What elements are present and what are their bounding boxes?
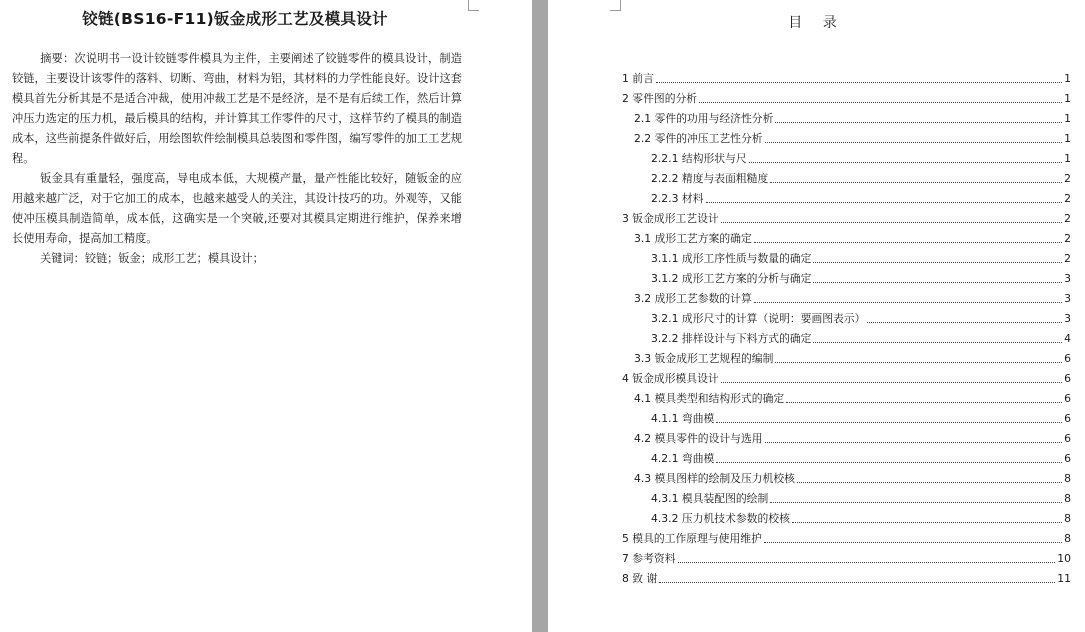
toc-entry-label: 4.2 模具零件的设计与选用 xyxy=(634,432,763,445)
toc-entry-label: 3.1.2 成形工艺方案的分析与确定 xyxy=(651,272,812,285)
toc-dot-leader xyxy=(765,442,1063,443)
toc-entry[interactable] xyxy=(622,70,1071,86)
toc-entry[interactable] xyxy=(651,450,1071,466)
toc-dot-leader xyxy=(749,162,1062,163)
toc-entry-label: 3 钣金成形工艺设计 xyxy=(622,212,719,225)
toc-page-number: 1 xyxy=(1064,152,1071,165)
toc-entry[interactable] xyxy=(651,150,1071,166)
toc-entry[interactable] xyxy=(622,370,1071,386)
toc-entry[interactable] xyxy=(622,550,1071,566)
toc-dot-leader xyxy=(706,202,1063,203)
toc-entry[interactable] xyxy=(651,190,1071,206)
body-paragraph xyxy=(12,169,462,249)
toc-page-number: 8 xyxy=(1064,472,1071,485)
toc-entry-label: 2.2 零件的冲压工艺性分析 xyxy=(634,132,763,145)
toc-entry[interactable] xyxy=(651,170,1071,186)
toc-dot-leader xyxy=(659,582,1055,583)
toc-dot-leader xyxy=(786,402,1062,403)
toc-dot-leader xyxy=(716,422,1062,423)
toc-page-number: 6 xyxy=(1064,452,1071,465)
toc-entry[interactable] xyxy=(651,250,1071,266)
toc-dot-leader xyxy=(867,322,1062,323)
toc-page-number: 3 xyxy=(1064,312,1071,325)
toc-entry-label: 4.2.1 弯曲模 xyxy=(651,452,715,465)
document-title: 铰链(BS16-F11)钣金成形工艺及模具设计 xyxy=(82,10,388,28)
toc-page-number: 2 xyxy=(1064,232,1071,245)
toc-page-number: 1 xyxy=(1064,132,1071,145)
toc-entry[interactable] xyxy=(634,230,1071,246)
toc-entry[interactable] xyxy=(634,350,1071,366)
document-page-right xyxy=(548,0,1085,632)
toc-page-number: 2 xyxy=(1064,252,1071,265)
toc-page-number: 1 xyxy=(1064,72,1071,85)
toc-dot-leader xyxy=(721,382,1062,383)
toc-entry-label: 4.1.1 弯曲模 xyxy=(651,412,715,425)
toc-dot-leader xyxy=(813,282,1062,283)
toc-dot-leader xyxy=(813,342,1062,343)
toc-page-number: 10 xyxy=(1057,552,1071,565)
toc-dot-leader xyxy=(775,122,1062,123)
toc-entry-label: 2.2.3 材料 xyxy=(651,192,704,205)
toc-entry-label: 4.1 模具类型和结构形式的确定 xyxy=(634,392,785,405)
toc-entry[interactable] xyxy=(651,330,1071,346)
toc-entry[interactable] xyxy=(634,130,1071,146)
toc-page-number: 3 xyxy=(1064,292,1071,305)
toc-entry-label: 3.2.1 成形尺寸的计算（说明：要画图表示） xyxy=(651,312,866,325)
toc-entry-label: 4.3.1 模具装配图的绘制 xyxy=(651,492,769,505)
toc-page-number: 1 xyxy=(1064,112,1071,125)
toc-entry-label: 4.3 模具图样的绘制及压力机校核 xyxy=(634,472,795,485)
toc-entry-label: 3.2 成形工艺参数的计算 xyxy=(634,292,752,305)
toc-entry-label: 2.1 零件的功用与经济性分析 xyxy=(634,112,774,125)
toc-entry[interactable] xyxy=(634,430,1071,446)
toc-title: 目 录 xyxy=(788,15,845,31)
toc-entry-label: 7 参考资料 xyxy=(622,552,676,565)
toc-entry[interactable] xyxy=(634,290,1071,306)
toc-entry[interactable] xyxy=(622,90,1071,106)
toc-dot-leader xyxy=(813,262,1062,263)
toc-page-number: 6 xyxy=(1064,372,1071,385)
abstract-paragraph xyxy=(12,49,462,169)
body-paragraph-text: 钣金具有重量轻，强度高，导电成本低，大规模产量，量产性能比较好，随钣金的应用越来越广泛，对于它加工的成本，也越来越受人的关注，其设计技巧的功。外观等，又能使冲压模具制造简单，成本低，这确实是一个突破,还要对其模具定期进行维护，保养来增长使用寿命，提高加工精度。 xyxy=(12,172,462,245)
toc-page-number: 11 xyxy=(1057,572,1071,585)
toc-dot-leader xyxy=(699,102,1062,103)
toc-entry[interactable] xyxy=(651,510,1071,526)
toc-page-number: 6 xyxy=(1064,432,1071,445)
toc-entry-label: 2.2.2 精度与表面粗糙度 xyxy=(651,172,769,185)
toc-entry[interactable] xyxy=(651,490,1071,506)
toc-dot-leader xyxy=(754,242,1062,243)
toc-entry[interactable] xyxy=(622,530,1071,546)
toc-page-number: 8 xyxy=(1064,492,1071,505)
toc-entry-label: 3.1.1 成形工序性质与数量的确定 xyxy=(651,252,812,265)
toc-dot-leader xyxy=(716,462,1062,463)
toc-dot-leader xyxy=(764,542,1062,543)
toc-page-number: 4 xyxy=(1064,332,1071,345)
toc-page-number: 1 xyxy=(1064,92,1071,105)
toc-entry-label: 3.2.2 排样设计与下料方式的确定 xyxy=(651,332,812,345)
toc-page-number: 2 xyxy=(1064,192,1071,205)
toc-entry-label: 2.2.1 结构形状与尺 xyxy=(651,152,747,165)
document-page-left xyxy=(0,0,532,632)
toc-entry-label: 3.3 钣金成形工艺规程的编制 xyxy=(634,352,774,365)
toc-page-number: 3 xyxy=(1064,272,1071,285)
toc-page-number: 2 xyxy=(1064,172,1071,185)
toc-dot-leader xyxy=(754,302,1062,303)
toc-page-number: 6 xyxy=(1064,352,1071,365)
toc-entry[interactable] xyxy=(651,410,1071,426)
toc-entry-label: 3.1 成形工艺方案的确定 xyxy=(634,232,752,245)
toc-entry[interactable] xyxy=(622,210,1071,226)
toc-entry[interactable] xyxy=(622,570,1071,586)
toc-entry-label: 4.3.2 压力机技术参数的校核 xyxy=(651,512,790,525)
toc-entry-label: 5 模具的工作原理与使用维护 xyxy=(622,532,762,545)
toc-entry[interactable] xyxy=(634,390,1071,406)
toc-dot-leader xyxy=(775,362,1062,363)
toc-entry-label: 8 致 谢 xyxy=(622,572,658,585)
page-margin-corner xyxy=(610,0,621,11)
toc-dot-leader xyxy=(678,562,1056,563)
keywords-text: 关键词：铰链；钣金；成形工艺；模具设计； xyxy=(40,252,264,265)
toc-dot-leader xyxy=(792,522,1062,523)
toc-dot-leader xyxy=(656,82,1062,83)
abstract-text: 摘要：次说明书一设计铰链零件模具为主件，主要阐述了铰链零件的模具设计，制造铰链，主要设计该零件的落料、切断、弯曲，材料为铝，其材料的力学性能良好。设计这套模具首先分析其是不是适合冲裁，使用冲裁工艺是不是经济，是不是有后续工作，然后计算冲压力选定的压力机，最后模具的结构，并计算其工作零件的尺寸，这样节约了模具的制造成本，这些前提条件做好后，用绘图软件绘制模具总装图和零件图，编写零件的加工工艺规程。 xyxy=(12,52,462,165)
toc-page-number: 2 xyxy=(1064,212,1071,225)
toc-entry[interactable] xyxy=(651,270,1071,286)
toc-dot-leader xyxy=(765,142,1063,143)
toc-dot-leader xyxy=(770,182,1062,183)
toc-page-number: 6 xyxy=(1064,412,1071,425)
toc-entry[interactable] xyxy=(651,310,1071,326)
toc-entry-label: 1 前言 xyxy=(622,72,654,85)
toc-entry[interactable] xyxy=(634,470,1071,486)
toc-dot-leader xyxy=(721,222,1062,223)
toc-page-number: 8 xyxy=(1064,532,1071,545)
keywords-paragraph xyxy=(12,249,462,269)
toc-dot-leader xyxy=(797,482,1062,483)
toc-entry[interactable] xyxy=(634,110,1071,126)
toc-dot-leader xyxy=(770,502,1062,503)
toc-entry-label: 2 零件图的分析 xyxy=(622,92,698,105)
toc-page-number: 6 xyxy=(1064,392,1071,405)
toc-page-number: 8 xyxy=(1064,512,1071,525)
toc-entry-label: 4 钣金成形模具设计 xyxy=(622,372,719,385)
